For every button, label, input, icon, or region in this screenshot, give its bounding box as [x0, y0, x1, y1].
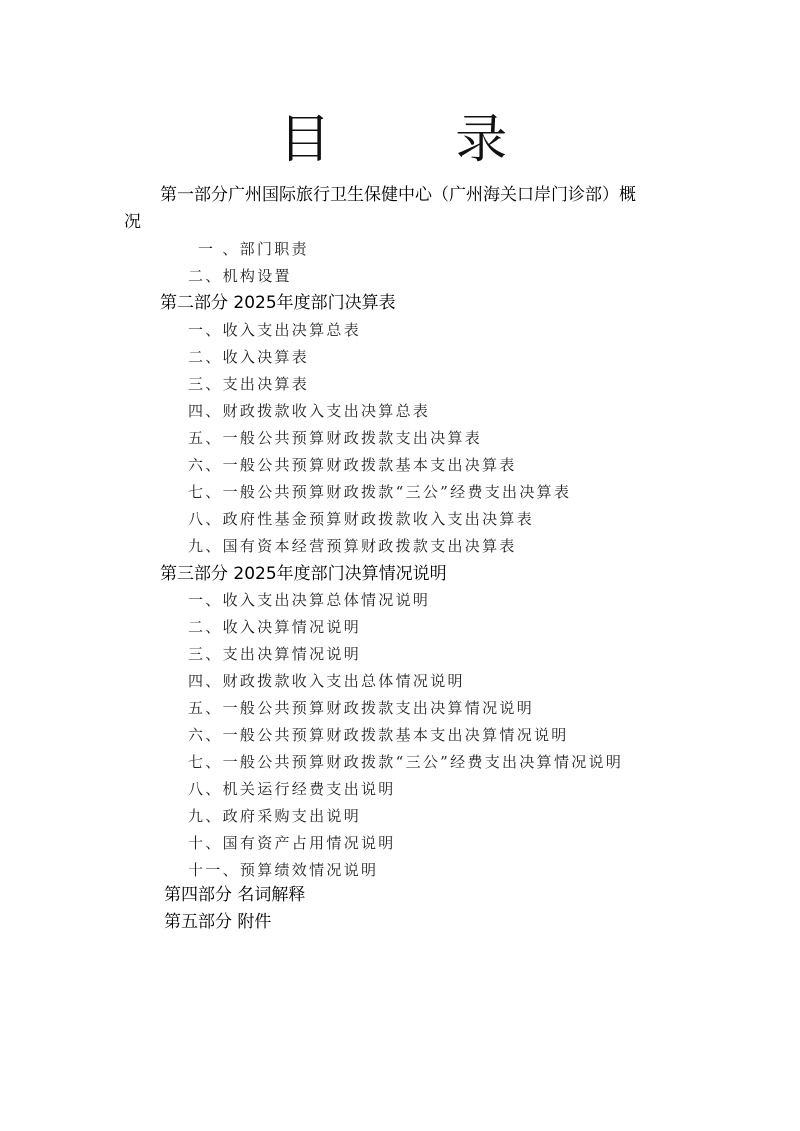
part2-item: 四、财政拨款收入支出决算总表 [188, 402, 431, 420]
part3-item: 六、一般公共预算财政拨款基本支出决算情况说明 [188, 726, 569, 744]
part3-item: 七、一般公共预算财政拨款“三公”经费支出决算情况说明 [188, 753, 624, 771]
part3-item: 一、收入支出决算总体情况说明 [188, 591, 431, 609]
part3-title: 第三部分 2025年度部门决算情况说明 [160, 564, 447, 584]
part1-title-line1: 第一部分广州国际旅行卫生保健中心（广州海关口岸门诊部）概 [160, 185, 636, 205]
part2-item: 三、支出决算表 [188, 375, 310, 393]
part2-item: 七、一般公共预算财政拨款“三公”经费支出决算表 [188, 483, 572, 501]
part3-item: 八、机关运行经费支出说明 [188, 780, 396, 798]
part3-item: 九、政府采购支出说明 [188, 807, 362, 825]
part1-title-line2: 况 [124, 212, 141, 232]
part3-item: 二、收入决算情况说明 [188, 618, 362, 636]
part1-item: 二、机构设置 [188, 267, 292, 285]
part5-title: 第五部分 附件 [164, 912, 272, 932]
part1-item: 一 、部门职责 [198, 240, 309, 258]
part2-item: 五、一般公共预算财政拨款支出决算表 [188, 429, 483, 447]
part3-item: 五、一般公共预算财政拨款支出决算情况说明 [188, 699, 535, 717]
part3-item: 十一、预算绩效情况说明 [188, 861, 379, 879]
toc-title: 目 录 [278, 110, 562, 170]
part3-item: 十、国有资产占用情况说明 [188, 834, 396, 852]
part4-title: 第四部分 名词解释 [164, 885, 306, 905]
part2-item: 一、收入支出决算总表 [188, 321, 362, 339]
part2-title: 第二部分 2025年度部门决算表 [160, 293, 396, 313]
part2-item: 二、收入决算表 [188, 348, 310, 366]
part3-item: 四、财政拨款收入支出总体情况说明 [188, 672, 465, 690]
part2-item: 六、一般公共预算财政拨款基本支出决算表 [188, 456, 517, 474]
part3-item: 三、支出决算情况说明 [188, 645, 362, 663]
part2-item: 八、政府性基金预算财政拨款收入支出决算表 [188, 510, 535, 528]
part2-item: 九、国有资本经营预算财政拨款支出决算表 [188, 537, 517, 555]
